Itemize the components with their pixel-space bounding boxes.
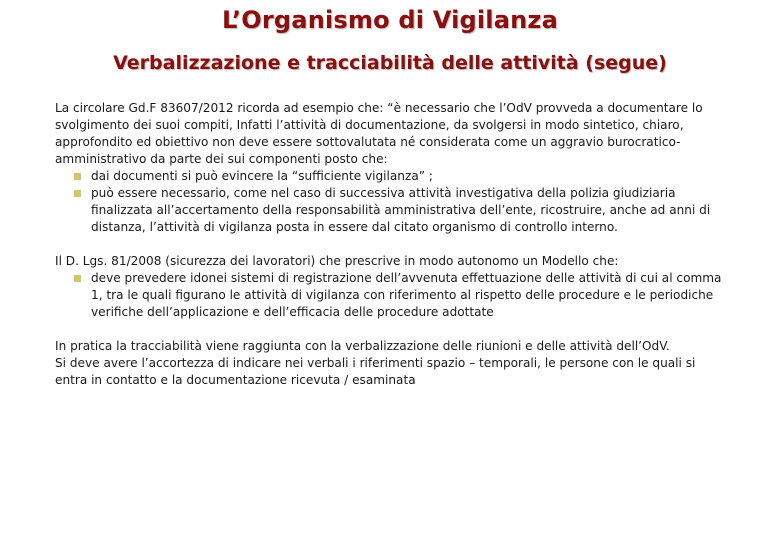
paragraph-spacer [55, 321, 727, 338]
square-bullet-icon [74, 275, 81, 282]
dlgs-paragraph: Il D. Lgs. 81/2008 (sicurezza dei lavoratori) che prescrive in modo autonomo un Modello che: [55, 254, 619, 268]
slide-title: L’Organismo di Vigilanza [222, 6, 558, 34]
dlgs-bullet-list [55, 270, 727, 321]
list-item [55, 168, 727, 185]
bullet-text: dai documenti si può evincere la “sufficiente vigilanza” ; [91, 169, 433, 183]
slide-subtitle: Verbalizzazione e tracciabilità delle attività (segue) [113, 52, 667, 74]
square-bullet-icon [74, 173, 81, 180]
square-bullet-icon [74, 190, 81, 197]
accortezza-paragraph: Si deve avere l’accortezza di indicare nei verbali i riferimenti spazio – temporali, le persone con le quali si entra in contatto e la documentazione ricevuta / esaminata [55, 356, 696, 387]
bullet-text: può essere necessario, come nel caso di successiva attività investigativa della polizia giudiziaria finalizzata all’accertamento della responsabilità amministrativa dell’ente, ricostruire, anche ad anni di distanza, l’attività di vigilanza posta in essere dal citato organismo di controllo interno. [91, 186, 711, 234]
list-item [55, 270, 727, 321]
bullet-text: deve prevedere idonei sistemi di registrazione dell’avvenuta effettuazione delle attività di cui al comma 1, tra le quali figurano le attività di vigilanza con riferimento al rispetto delle procedure e le periodiche verifiche dell’applicazione e dell’efficacia delle procedure adottate [91, 271, 722, 319]
slide-body [55, 100, 727, 389]
practice-paragraph: In pratica la tracciabilità viene raggiunta con la verbalizzazione delle riunioni e delle attività dell’OdV. [55, 339, 670, 353]
circolare-paragraph: La circolare Gd.F 83607/2012 ricorda ad esempio che: “è necessario che l’OdV provveda a documentare lo svolgimento dei suoi compiti, Infatti l’attività di documentazione, da svolgersi in modo sintetico, chiaro, approfondito ed obiettivo non deve essere sottovalutata né considerata come un aggravio burocratico-amministrativo da parte dei sui componenti posto che: [55, 101, 703, 166]
list-item [55, 185, 727, 236]
circolare-bullet-list [55, 168, 727, 236]
paragraph-spacer [55, 236, 727, 253]
